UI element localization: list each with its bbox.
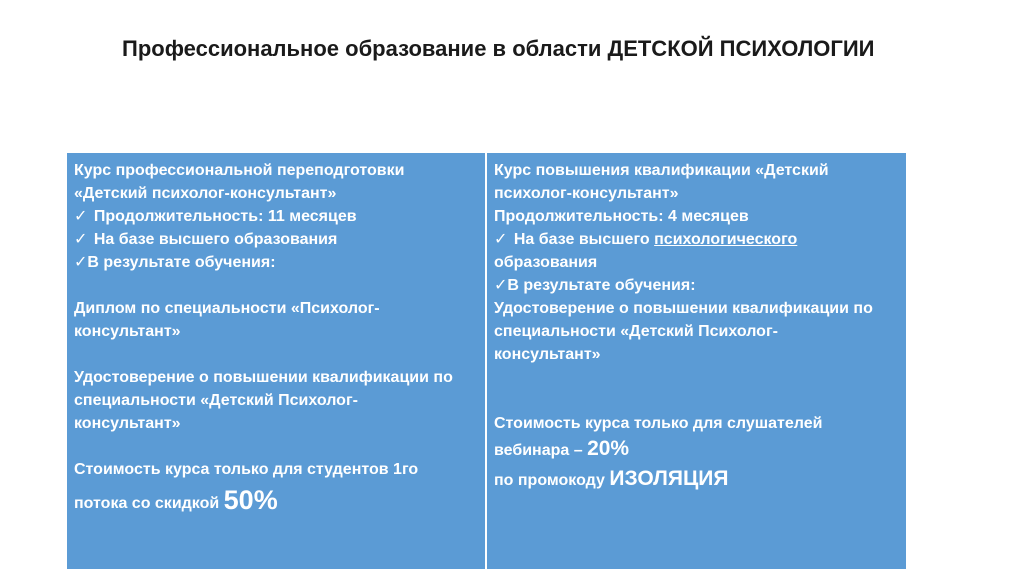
certificate-line1: Удостоверение о повышении квалификации по xyxy=(494,300,873,317)
certificate-line2: специальности «Детский Психолог- xyxy=(74,392,358,409)
price-line2 xyxy=(74,481,478,523)
discount-value: 20% xyxy=(587,437,630,460)
base-education-item xyxy=(494,228,899,251)
base-education-item xyxy=(74,228,478,251)
duration-item xyxy=(74,205,478,228)
duration-text: Продолжительность: 11 месяцев xyxy=(89,208,357,225)
checkmark-icon: ✓ xyxy=(74,231,88,248)
certificate-line1: Удостоверение о повышении квалификации по xyxy=(74,369,453,386)
checkmark-icon: ✓ xyxy=(74,208,88,225)
qualification-course-cell xyxy=(487,153,906,569)
result-text: В результате обучения: xyxy=(87,254,276,271)
certificate-line2: специальности «Детский Психолог- xyxy=(494,323,778,340)
retraining-course-cell xyxy=(67,153,487,569)
promo-line xyxy=(494,465,899,495)
base-education-text: На базе высшего образования xyxy=(89,231,338,248)
course-title-line2: психолог-консультант» xyxy=(494,185,679,202)
certificate-line3: консультант» xyxy=(494,346,601,363)
price-text: потока со скидкой xyxy=(74,495,224,512)
comparison-table xyxy=(67,153,906,569)
duration-item: Продолжительность: 4 месяцев xyxy=(494,208,749,225)
checkmark-icon: ✓ xyxy=(74,254,88,271)
price-line1: Стоимость курса только для слушателей xyxy=(494,415,823,432)
base-education-text: На базе высшего xyxy=(509,231,655,248)
discount-value: 50% xyxy=(223,485,278,515)
course-title-line1: Курс повышения квалификации «Детский xyxy=(494,162,829,179)
course-title-line1: Курс профессиональной переподготовки xyxy=(74,162,405,179)
price-line2 xyxy=(494,435,899,465)
checkmark-icon: ✓ xyxy=(494,277,508,294)
diploma-line2: консультант» xyxy=(74,323,181,340)
result-item xyxy=(494,274,899,297)
course-title-line2: «Детский психолог-консультант» xyxy=(74,185,337,202)
base-education-underlined: психологического xyxy=(654,231,798,248)
checkmark-icon: ✓ xyxy=(494,231,508,248)
result-text: В результате обучения: xyxy=(507,277,696,294)
result-item xyxy=(74,251,478,274)
promo-text: по промокоду xyxy=(494,472,610,489)
slide-title: Профессиональное образование в области ДЕТСКОЙ ПСИХОЛОГИИ xyxy=(122,36,875,61)
promo-code: ИЗОЛЯЦИЯ xyxy=(609,467,729,490)
price-line1: Стоимость курса только для студентов 1го xyxy=(74,461,419,478)
base-education-line2: образования xyxy=(494,254,598,271)
price-text: вебинара – xyxy=(494,442,588,459)
diploma-line1: Диплом по специальности «Психолог- xyxy=(74,300,380,317)
certificate-line3: консультант» xyxy=(74,415,181,432)
